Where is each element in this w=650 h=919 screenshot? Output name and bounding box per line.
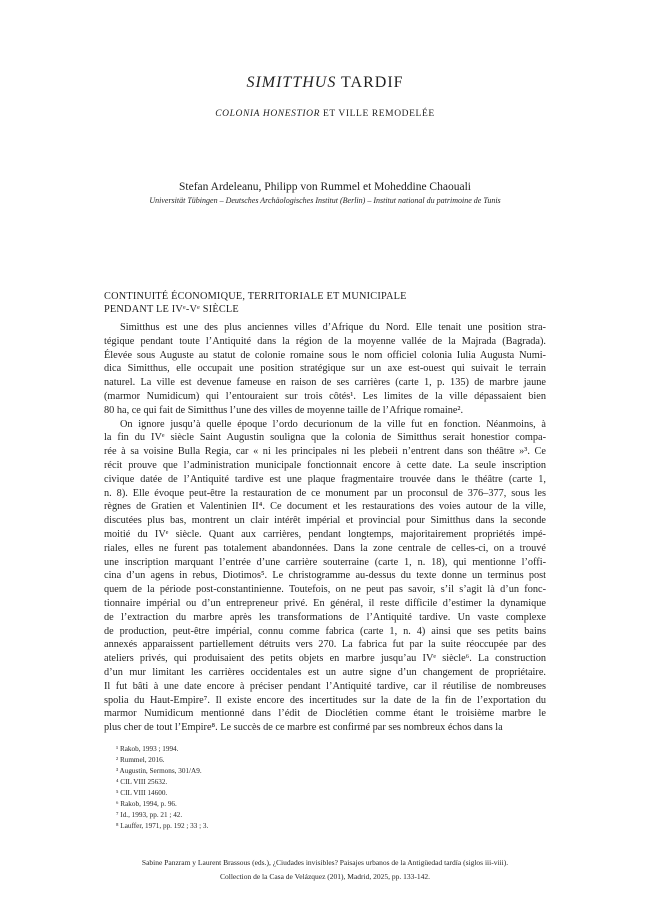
author-names: Stefan Ardeleanu, Philipp von Rummel et Moheddine Chaouali <box>179 181 471 193</box>
body-line: riales, elles ne furent pas totalement abandonnées. Dans la zone centrale de celles-ci, on a trouvé <box>104 542 546 554</box>
body-line: On ignore jusqu’à quelle époque l’ordo decurionum de la ville fut en fonction. Néanmoins, à <box>120 418 546 430</box>
footnote-item: ² Rummel, 2016. <box>116 756 165 764</box>
footer-citation-line-2: Collection de la Casa de Velázquez (201), Madrid, 2025, pp. 133-142. <box>219 872 431 881</box>
footnote-item: ⁸ Lauffer, 1971, pp. 192 ; 33 ; 3. <box>116 822 209 830</box>
body-line: d’un mur limitant les carrières occidentales est un autre signe d’un changement de propriétaire. <box>104 666 546 678</box>
footer-citation-line-1: Sabine Panzram y Laurent Brassous (eds.), ¿Ciudades invisibles? Paisajes urbanos de la Antigüedad tardía (siglos iii-viii). <box>141 858 509 867</box>
body-line: spolia du Haut-Empire⁷. Il existe encore des incertitudes sur la date de la fin de l’exportation du <box>104 694 546 706</box>
title-italic: SIMITTHUS <box>246 74 337 91</box>
section-heading <box>104 291 407 316</box>
footnote-item: ¹ Rakob, 1993 ; 1994. <box>116 745 179 753</box>
body-line: de l’extraction du marbre après les transformations de l’Antiquité tardive. Un vaste complexe <box>104 611 546 623</box>
body-line: (marmor Numidicum) qui l’entouraient sur trois côtés¹. Les limites de la ville dépassaient bien <box>104 390 546 402</box>
body-line: plus cher de tout l’Empire⁸. Le succès de ce marbre est confirmé par ses nombreux échos dans la <box>104 722 503 734</box>
page-footer <box>0 856 650 884</box>
footnote-item: ⁷ Id., 1993, pp. 21 ; 42. <box>116 811 183 819</box>
footnote-item: ⁴ CIL VIII 25632. <box>116 778 168 786</box>
body-line: tionnaire impérial ou d’un entrepreneur privé. En général, il reste difficile d’estimer la dynamique <box>104 597 546 609</box>
section-heading-line-2: PENDANT LE IVᵉ-Vᵉ SIÈCLE <box>104 303 239 315</box>
body-line: discutées plus bas, montrent un clair intérêt impérial et provincial pour Simitthus dans la seconde <box>104 515 546 527</box>
body-line: ateliers privés, qui produisaient des petits objets en marbre jusqu’au IVᵉ siècle⁶. La construction <box>104 653 546 665</box>
body-line: règnes de Gratien et Valentinien II⁴. Ce document et les restaurations des voies autour de la ville, <box>104 501 546 513</box>
author-affiliations: Universität Tübingen – Deutsches Archäologisches Institut (Berlin) – Institut national du patrimoine de Tunis <box>149 196 501 205</box>
body-line: moitié du IVᵉ siècle. Quant aux carrières, pendant longtemps, majoritairement propriétés impé- <box>104 528 546 540</box>
body-line: cina d’un agens in rebus, Diotimos⁵. Le christogramme au-dessus du texte donne un terminus post <box>104 570 546 582</box>
body-line: civique datée de l’Antiquité tardive est une plaque fragmentaire trouvée dans le théâtre (carte 1, <box>104 473 546 485</box>
body-line: n. 8). Elle évoque peut-être la restauration de ce monument par un proconsul de 376–377, sous les <box>104 487 546 499</box>
footnote-item: ⁵ CIL VIII 14600. <box>116 789 168 797</box>
body-text <box>104 321 546 735</box>
body-line: marmor Numidicum mentionné dans l’édit de Dioclétien comme étant le troisième marbre le <box>104 708 546 720</box>
footnote-item: ⁶ Rakob, 1994, p. 96. <box>116 800 177 808</box>
body-line: 80 ha, ce qui fait de Simitthus l’une des villes de moyenne taille de l’Afrique romaine². <box>104 404 464 416</box>
article-title <box>0 74 650 92</box>
title-rest: TARDIF <box>336 74 404 91</box>
body-line: rée à sa voisine Bulla Regia, car « ni les principales ni les plebeii n’entrent dans son théâtre »³. Ce <box>104 446 546 458</box>
body-line: tégique pendant toute l’Antiquité dans la région de la moyenne vallée de la Majrada (Bagrada). <box>104 335 546 347</box>
body-line: Il fut bâti à une date encore à préciser pendant l’Antiquité tardive, car il réutilise de nombreuses <box>104 680 546 692</box>
section-heading-line-1: CONTINUITÉ ÉCONOMIQUE, TERRITORIALE ET MUNICIPALE <box>104 291 407 302</box>
body-line: naturel. La ville est devenue fameuse en raison de ses carrières (carte 1, p. 135) de marbre jaune <box>104 377 546 389</box>
body-line: quem de la période post-constantinienne. Toutefois, on ne peut pas savoir, s’il s’agit là d’un fonc- <box>104 584 546 596</box>
body-line: la fin du IVᵉ siècle Saint Augustin souligna que la colonia de Simitthus serait honestior compa- <box>104 432 546 444</box>
body-line: récit prouve que l’administration municipale fonctionnait encore à cette date. La seule inscription <box>104 459 546 471</box>
article-subtitle <box>0 109 650 119</box>
footnote-item: ³ Augustin, Sermons, 301/A9. <box>116 767 202 775</box>
body-line: de production, peut-être impérial, connu comme fabrica (carte 1, n. 4) ainsi que ses petits bains <box>104 625 546 637</box>
subtitle-italic: COLONIA HONESTIOR <box>215 109 321 119</box>
footnotes <box>116 744 208 832</box>
body-line: annexés apparaissent partiellement détruits vers 270. La fabrica fut par la suite réoccupée par des <box>104 639 546 651</box>
body-line: Élevée sous Auguste au statut de colonie romaine sous le nom officiel colonia Iulia Augusta Numi- <box>104 349 546 361</box>
body-line: dica Simitthus, elle occupait une position stratégique sur un axe est-ouest qui suivait le terrain <box>104 363 546 375</box>
body-line: Simitthus est une des plus anciennes villes d’Afrique du Nord. Elle tenait une position stra- <box>120 322 546 333</box>
subtitle-rest: ET VILLE REMODELÉE <box>320 109 435 119</box>
body-line: une inscription marquant l’entrée d’une carrière souterraine (carte 1, n. 18), qui mentionne l’offi- <box>104 556 546 568</box>
